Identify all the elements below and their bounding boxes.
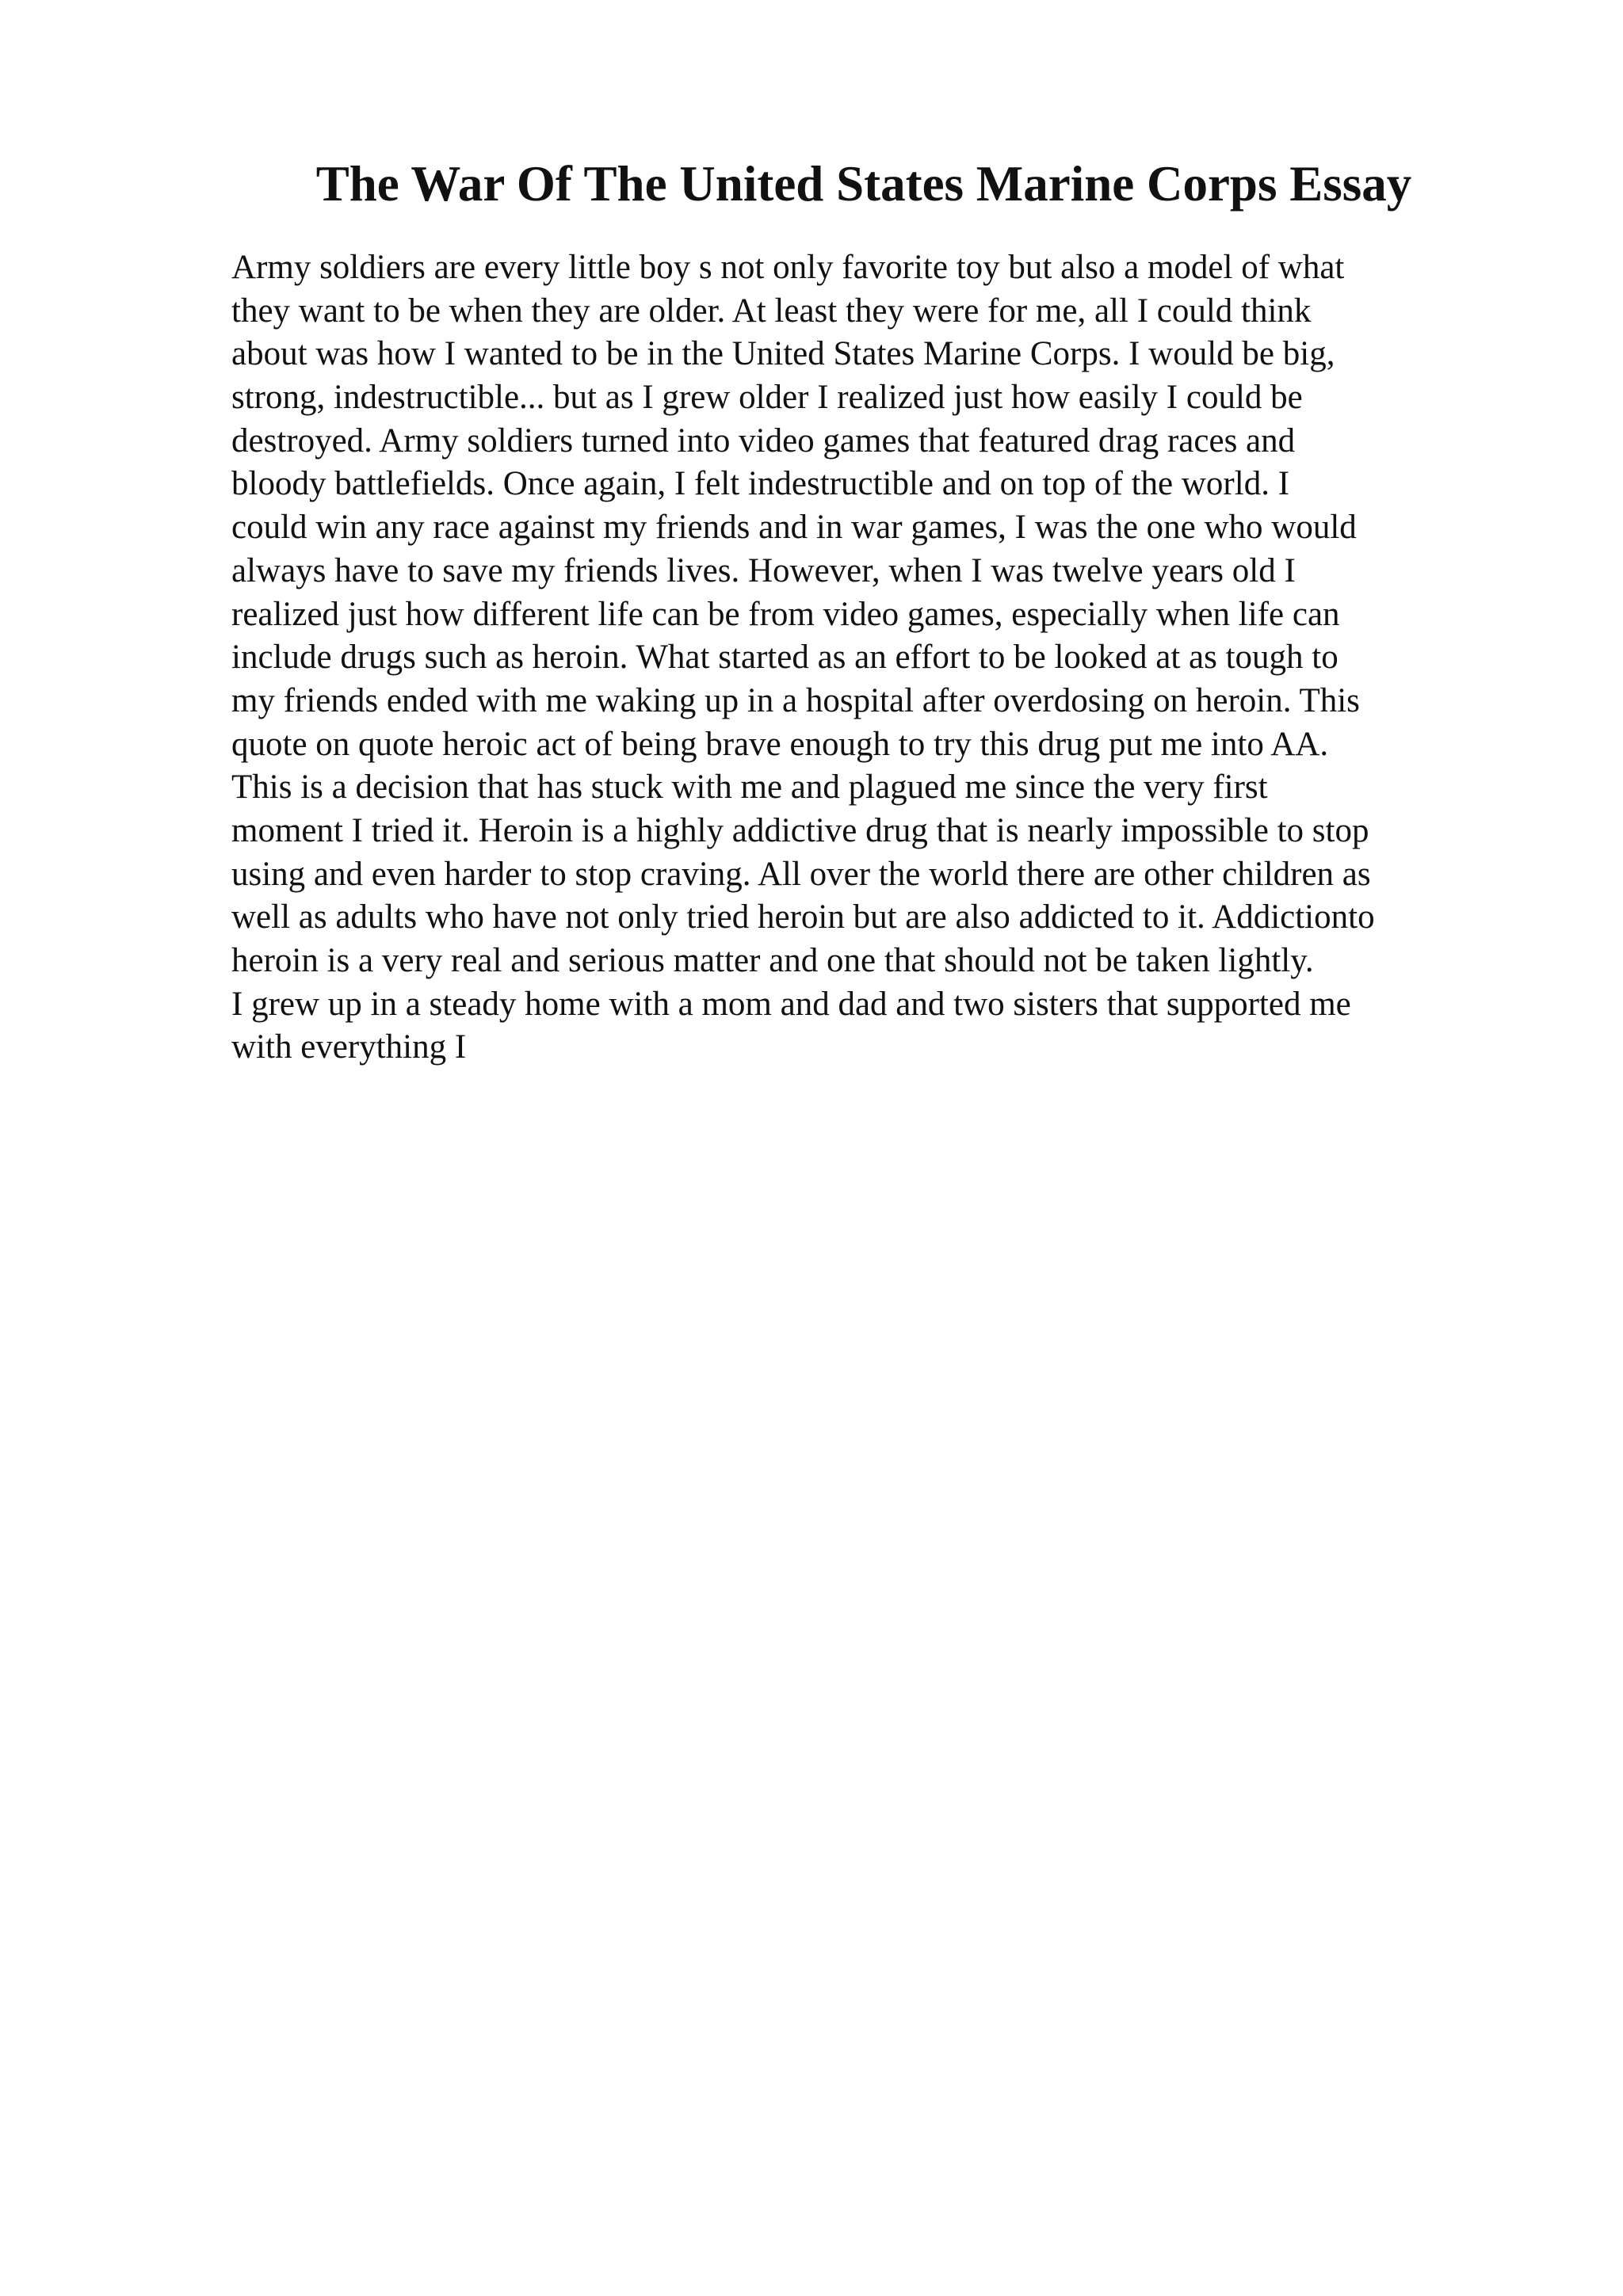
essay-line: my friends ended with me waking up in a hospital after overdosing on heroin. This — [231, 681, 1360, 719]
essay-line: well as adults who have not only tried heroin but are also addicted to it. Addictionto — [231, 898, 1375, 936]
essay-line: bloody battlefields. Once again, I felt indestructible and on top of the world. I — [231, 465, 1290, 503]
essay-line: quote on quote heroic act of being brave enough to try this drug put me into AA. — [231, 725, 1329, 763]
essay-line: include drugs such as heroin. What started as an effort to be looked at as tough to — [231, 639, 1338, 677]
document-title: The War Of The United States Marine Corps Essay — [315, 156, 1412, 212]
essay-line: always have to save my friends lives. However, when I was twelve years old I — [231, 551, 1296, 589]
essay-line: could win any race against my friends and in war games, I was the one who would — [231, 509, 1357, 547]
essay-line: with everything I — [231, 1028, 467, 1066]
essay-line: Army soldiers are every little boy s not only favorite toy but also a model of what — [231, 249, 1345, 286]
essay-line: destroyed. Army soldiers turned into video games that featured drag races and — [231, 421, 1296, 460]
essay-line: This is a decision that has stuck with me and plagued me since the very first — [231, 769, 1268, 807]
essay-line: they want to be when they are older. At least they were for me, all I could think — [231, 292, 1312, 330]
essay-line: using and even harder to stop craving. All over the world there are other children as — [231, 855, 1371, 893]
essay-line: about was how I wanted to be in the United States Marine Corps. I would be big, — [231, 335, 1335, 373]
essay-line: heroin is a very real and serious matter and one that should not be taken lightly. — [231, 942, 1314, 979]
essay-body — [231, 246, 1484, 1070]
essay-line: realized just how different life can be from video games, especially when life can — [231, 595, 1340, 633]
essay-line: strong, indestructible... but as I grew older I realized just how easily I could be — [231, 379, 1303, 417]
essay-line: I grew up in a steady home with a mom and dad and two sisters that supported me — [231, 985, 1351, 1023]
essay-line: moment I tried it. Heroin is a highly addictive drug that is nearly impossible to stop — [231, 811, 1369, 849]
